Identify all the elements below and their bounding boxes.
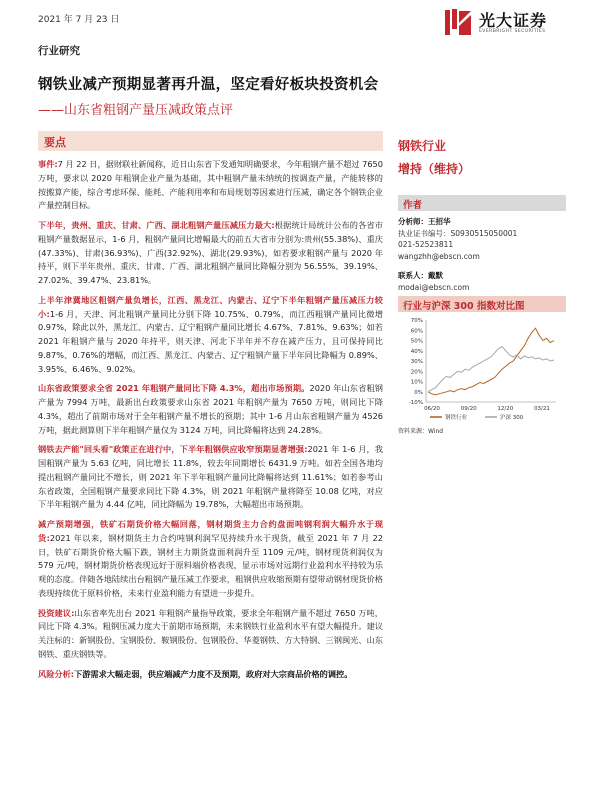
chart-source: 资料来源：Wind: [398, 428, 444, 435]
legend-label: 沪深 300: [500, 415, 524, 421]
author-header: [398, 195, 566, 211]
key-points-header: [38, 131, 383, 151]
industry-rating: 增持（维持）: [398, 162, 471, 176]
y-tick-label: -10%: [408, 400, 423, 406]
paragraph-pressure-high: [38, 219, 383, 288]
report-category: 行业研究: [38, 45, 80, 57]
paragraph-text: 2021 年以来，钢材期货主力合约吨钢利润罕见持续升水于现货，截至 2021 年 7 月 22 日，铁矿石期货价格大幅下跌，钢材主力期货盘面利润升至 1109 元/吨，钢材现货利润仅为 579 元/吨，钢材期货价格表现远好于原料端价格表现，显示市场对远期行业盈利水平持较为乐观的态度。伴随各地陆续出台粗钢产量压减工作要求，粗钢供应收缩预期有望带动钢材现货价格表现持续优于原料价格，未来行业盈利能力有望进一步提升。: [38, 532, 383, 598]
y-tick-label: 20%: [410, 369, 423, 376]
key-points-body: [38, 158, 383, 687]
paragraph-lead: 山东省政策要求全省 2021 年粗钢产量同比下降 4.3%，超出市场预期。: [38, 383, 310, 394]
contact-email[interactable]: modai@ebscn.com: [398, 282, 470, 292]
series-line-steel: [428, 328, 554, 395]
paragraph-lead: 减产预期增强，铁矿石期货价格大幅回落，钢材期货主力合约盘面吨钢利润大幅升水于现货:: [38, 519, 383, 543]
index-comparison-chart: [398, 296, 566, 435]
chart-svg: [398, 312, 566, 426]
series-line-hs300: [428, 347, 554, 392]
paragraph-investment: [38, 607, 383, 662]
legend-label: 钢铁行业: [445, 415, 468, 421]
report-title: 钢铁业减产预期显著再升温，坚定看好板块投资机会: [38, 77, 379, 93]
paragraph-lead: 投资建议:: [38, 607, 75, 618]
paragraph-text: 1-6 月，天津、河北粗钢产量同比分别下降 10.75%、0.79%，而江西粗钢产量同比微增 0.97%，除此以外，黑龙江、内蒙古、辽宁粗钢产量同比增长 4.67%、7.81%、9.63%；如若 2021 年粗钢产量与 2020 年持平，则天津、河北下半年并不存在减产压力，且可保持同比 9.87%、0.76%的增幅，而江西、黑龙江、内蒙古、辽宁粗钢产量下半年同比降幅为 0.89%、3.95%、6.46%、9.02%。: [38, 308, 383, 374]
paragraph-text: 7 月 22 日，据财联社新闻称，近日山东省下发通知明确要求，今年粗钢产量不超过 7650 万吨，要求以 2020 年粗钢企业产量为基础，其中粗钢产量未纳统的按调查产量，产能转移的按搬算产能，综合考虑环保、能耗、产能利用率和布局规划等因素进行压减，确定各个钢铁企业产量控制目标。: [38, 159, 383, 211]
paragraph-event: [38, 158, 383, 213]
analyst-phone: 021-52523811: [398, 240, 454, 249]
brand-name: 光大证券: [479, 11, 548, 30]
paragraph-text: 下游需求大幅走弱，供应端减产力度不及预期，政府对大宗商品价格的调控。: [74, 668, 353, 679]
paragraph-text: 2021 年 1-6 月，我国粗钢产量为 5.63 亿吨，同比增长 11.8%，较去年同期增长 6431.9 万吨。如若全国各地均提出粗钢产量同比不增长，则 2021 年下半年粗钢产量同比降幅将达到 11.61%；如若参考山东省政策，全国粗钢产量要求同比下降 4.3%，则 2021 年粗钢产量将降至 10.08 亿吨，对应下半年粗钢产量为 4.44 亿吨，同比降幅为 19.78%，大幅超出市场预期。: [38, 444, 383, 510]
paragraph-text: 2020 年山东省粗钢产量为 7994 万吨，最新出台政策要求山东省 2021 年粗钢产量为 7650 万吨，则同比下降 4.3%，超出了前期市场对于全年粗钢产量不增长的预期；其中 1-6 月山东省粗钢产量为 4526 万吨，据此测算则下半年粗钢产量仅为 3124 万吨，同比降幅将达到 24.28%。: [38, 383, 383, 435]
y-tick-label: 0%: [414, 389, 423, 396]
paragraph-text: 山东省率先出台 2021 年粗钢产量指导政策，要求全年粗钢产量不超过 7650 万吨，同比下降 4.3%。粗钢压减力度大于前期市场预期，未来钢铁行业盈利水平有望大幅提升。建议关注标的：新钢股份、宝钢股份、鞍钢股份、包钢股份、华菱钢铁、方大特钢、三钢闽光、山东钢铁、重庆钢铁等。: [38, 607, 383, 659]
paragraph-profit: [38, 518, 383, 601]
author-heading: 作者: [403, 200, 423, 211]
analyst-cert: 执业证书编号：S0930515050001: [398, 228, 518, 238]
report-date: 2021 年 7 月 23 日: [38, 15, 120, 25]
paragraph-lead: 上半年津冀地区粗钢产量负增长，江西、黑龙江、内蒙古、辽宁下半年粗钢产量压减压力较小:: [38, 294, 383, 319]
paragraph-pressure-low: [38, 294, 383, 377]
brand-logo-icon: [443, 7, 473, 37]
x-tick-label: 03/21: [534, 406, 550, 412]
paragraph-shandong-policy: [38, 382, 383, 437]
industry-name: 钢铁行业: [398, 139, 447, 153]
paragraph-lead: 下半年，贵州、重庆、甘肃、广西、湖北粗钢产量压减压力最大:: [38, 220, 275, 230]
paragraph-text: 根据统计局统计公布的各省市粗钢产量数据显示，1-6 月，粗钢产量同比增幅最大的前五大省市分别为:贵州(55.38%)、重庆(47.33%)、甘肃(36.93%)、广西(32.92%)、湖北(29.93%)，如若要求粗钢产量与 2020 年持平，则下半年贵州、重庆、甘肃、广西、湖北粗钢产量同比降幅分别为 56.55%、39.19%、27.02%、39.47%、23.81%。: [38, 220, 383, 285]
paragraph-lead: 钢铁去产能"回头看"政策正在进行中，下半年粗钢供应收窄预期显著增强:: [38, 444, 308, 455]
analyst-name: 分析师：王招华: [398, 217, 451, 226]
paragraph-lead: 风险分析:: [38, 668, 75, 679]
contact-name: 联系人：戴默: [398, 271, 443, 280]
brand-name-en: EVERBRIGHT SECURITIES: [479, 29, 546, 34]
x-tick-label: 12/20: [497, 406, 514, 412]
y-tick-label: 70%: [410, 318, 423, 324]
y-tick-label: 10%: [410, 379, 423, 386]
analyst-info: [398, 216, 566, 262]
y-tick-label: 30%: [410, 359, 423, 365]
report-subtitle: ——山东省粗钢产量压减政策点评: [38, 103, 234, 118]
chart-header: [398, 296, 566, 312]
y-tick-label: 40%: [410, 348, 423, 355]
sidebar: [398, 131, 566, 293]
brand-logo: [443, 5, 578, 41]
contact-info: [398, 270, 566, 293]
x-tick-label: 09/20: [460, 406, 477, 412]
analyst-email[interactable]: wangzhh@ebscn.com: [398, 251, 480, 261]
y-tick-label: 50%: [410, 338, 423, 345]
x-tick-label: 06/20: [424, 406, 440, 412]
paragraph-risk: [38, 668, 383, 682]
key-points-title: 要点: [44, 136, 66, 149]
paragraph-lead: 事件:: [38, 159, 58, 169]
paragraph-capacity-review: [38, 443, 383, 512]
y-tick-label: 60%: [410, 328, 423, 335]
chart-title: 行业与沪深 300 指数对比图: [403, 301, 525, 312]
